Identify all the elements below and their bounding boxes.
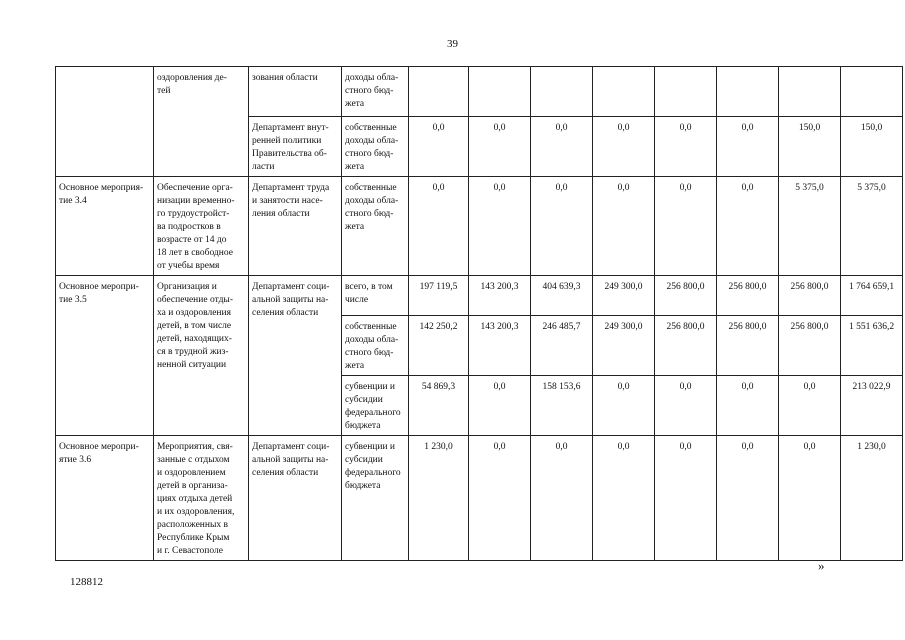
value-cell (717, 276, 779, 316)
funding-source-cell-text: субвенции и субсидии федерального бюджета (345, 382, 401, 431)
value-cell-text: 0,0 (432, 183, 445, 193)
value-cell-text: 0,0 (432, 123, 445, 133)
value-cell (655, 117, 717, 177)
value-cell-text: 0,0 (555, 123, 568, 133)
executor-cell (249, 67, 342, 117)
measure-cell-text: Основное меропри- ятие 3.6 (59, 442, 139, 465)
value-cell-text: 404 639,3 (542, 282, 581, 292)
funding-source-cell-text: собственные доходы обла- стного бюд- жета (345, 183, 399, 232)
value-cell-text: 0,0 (493, 382, 506, 392)
funding-source-cell-text: доходы обла- стного бюд- жета (345, 73, 399, 109)
value-cell-text: 0,0 (493, 183, 506, 193)
executor-cell-text: Департамент труда и занятости насе- ления области (252, 183, 330, 219)
value-cell-text: 1 764 659,1 (848, 282, 895, 292)
measure-title-cell-text: Мероприятия, свя- занные с отдыхом и оздоровлением детей в организа- циях отдыха детей и их оздоровления, расположенных в Республике Крым и г. Севастополе (157, 442, 235, 556)
value-cell (593, 177, 655, 276)
value-cell (841, 436, 903, 561)
value-cell-text: 5 375,0 (857, 183, 886, 193)
value-cell-text: 0,0 (679, 123, 692, 133)
value-cell (841, 376, 903, 436)
value-cell (469, 376, 531, 436)
value-cell (779, 276, 841, 316)
value-cell (593, 276, 655, 316)
value-cell (531, 436, 593, 561)
measure-cell (56, 276, 154, 436)
executor-cell-text: Департамент соци- альной защиты на- селения области (252, 442, 330, 478)
table-row (56, 276, 903, 316)
value-cell (469, 177, 531, 276)
value-cell-text: 5 375,0 (795, 183, 824, 193)
measure-cell-text: Основное мероприя- тие 3.4 (59, 183, 144, 206)
value-cell-text: 54 869,3 (421, 382, 456, 392)
value-cell-text: 249 300,0 (604, 282, 643, 292)
funding-source-cell-text: субвенции и субсидии федерального бюджета (345, 442, 401, 491)
value-cell (779, 67, 841, 117)
value-cell (469, 436, 531, 561)
value-cell-text: 0,0 (741, 183, 754, 193)
value-cell-text: 0,0 (679, 442, 692, 452)
funding-source-cell-text: собственные доходы обла- стного бюд- жета (345, 322, 399, 371)
value-cell (593, 376, 655, 436)
measure-title-cell (154, 67, 249, 177)
measure-title-cell-text: Обеспечение орга- низации временно- го трудоустройст- ва подростков в возрасте от 14 до 18 лет в свободное от учебы время (157, 183, 235, 271)
measure-title-cell (154, 436, 249, 561)
value-cell (779, 436, 841, 561)
executor-cell (249, 276, 342, 436)
program-table (55, 66, 903, 561)
page-number: 39 (447, 38, 458, 50)
funding-source-cell-text: собственные доходы обла- стного бюд- жета (345, 123, 399, 172)
value-cell (531, 276, 593, 316)
value-cell (655, 316, 717, 376)
value-cell (717, 376, 779, 436)
value-cell-text: 143 200,3 (480, 282, 519, 292)
value-cell-text: 150,0 (798, 123, 821, 133)
value-cell-text: 256 800,0 (790, 282, 829, 292)
value-cell-text: 150,0 (860, 123, 883, 133)
executor-cell (249, 177, 342, 276)
value-cell-text: 0,0 (493, 123, 506, 133)
funding-source-cell (342, 276, 409, 316)
value-cell-text: 0,0 (555, 442, 568, 452)
funding-source-cell (342, 316, 409, 376)
measure-title-cell (154, 177, 249, 276)
closing-quote-mark: » (818, 558, 825, 573)
value-cell (409, 316, 469, 376)
value-cell (593, 67, 655, 117)
table-row (56, 67, 903, 117)
value-cell-text: 256 800,0 (728, 322, 767, 332)
value-cell (841, 276, 903, 316)
value-cell (409, 117, 469, 177)
value-cell (779, 117, 841, 177)
value-cell-text: 0,0 (803, 442, 816, 452)
value-cell (593, 316, 655, 376)
executor-cell-text: зования области (252, 73, 318, 83)
value-cell-text: 197 119,5 (419, 282, 458, 292)
value-cell-text: 256 800,0 (666, 322, 705, 332)
funding-source-cell (342, 117, 409, 177)
value-cell-text: 142 250,2 (419, 322, 458, 332)
value-cell-text: 158 153,6 (542, 382, 581, 392)
value-cell (779, 376, 841, 436)
executor-cell (249, 436, 342, 561)
executor-cell (249, 117, 342, 177)
executor-cell-text: Департамент соци- альной защиты на- селения области (252, 282, 330, 318)
measure-cell (56, 177, 154, 276)
value-cell-text: 256 800,0 (790, 322, 829, 332)
measure-title-cell-text: оздоровления де- тей (157, 73, 227, 96)
value-cell (717, 316, 779, 376)
value-cell-text: 0,0 (493, 442, 506, 452)
measure-cell (56, 67, 154, 177)
value-cell (841, 177, 903, 276)
measure-cell-text: Основное меропри- тие 3.5 (59, 282, 139, 305)
table-row (56, 436, 903, 561)
table-row (56, 177, 903, 276)
funding-source-cell-text: всего, в том числе (345, 282, 393, 305)
funding-source-cell (342, 376, 409, 436)
measure-title-cell-text: Организация и обеспечение отды- ха и оздоровления детей, в том числе детей, находящих- ся в трудной жиз- ненной ситуации (157, 282, 233, 370)
value-cell-text: 246 485,7 (542, 322, 581, 332)
value-cell-text: 1 230,0 (857, 442, 886, 452)
value-cell-text: 0,0 (741, 442, 754, 452)
value-cell-text: 256 800,0 (666, 282, 705, 292)
value-cell (655, 177, 717, 276)
value-cell (655, 376, 717, 436)
measure-cell (56, 436, 154, 561)
value-cell (717, 177, 779, 276)
value-cell (409, 67, 469, 117)
funding-source-cell (342, 436, 409, 561)
value-cell-text: 1 551 636,2 (848, 322, 895, 332)
value-cell-text: 256 800,0 (728, 282, 767, 292)
value-cell-text: 0,0 (741, 382, 754, 392)
executor-cell-text: Департамент внут- ренней политики Правительства об- ласти (252, 123, 329, 172)
value-cell (469, 316, 531, 376)
funding-source-cell (342, 177, 409, 276)
document-code: 128812 (70, 576, 103, 588)
value-cell-text: 0,0 (555, 183, 568, 193)
value-cell (717, 436, 779, 561)
value-cell-text: 0,0 (679, 382, 692, 392)
value-cell (409, 436, 469, 561)
value-cell-text: 213 022,9 (852, 382, 891, 392)
value-cell-text: 0,0 (803, 382, 816, 392)
value-cell (469, 276, 531, 316)
value-cell-text: 143 200,3 (480, 322, 519, 332)
value-cell (409, 177, 469, 276)
value-cell (409, 376, 469, 436)
value-cell-text: 0,0 (617, 442, 630, 452)
value-cell (655, 67, 717, 117)
value-cell-text: 249 300,0 (604, 322, 643, 332)
value-cell (593, 117, 655, 177)
value-cell (531, 376, 593, 436)
funding-source-cell (342, 67, 409, 117)
value-cell-text: 0,0 (617, 382, 630, 392)
value-cell (655, 436, 717, 561)
value-cell (841, 67, 903, 117)
value-cell (531, 177, 593, 276)
value-cell-text: 0,0 (741, 123, 754, 133)
value-cell (531, 316, 593, 376)
value-cell (531, 117, 593, 177)
value-cell (469, 67, 531, 117)
value-cell-text: 0,0 (617, 123, 630, 133)
value-cell (717, 117, 779, 177)
value-cell-text: 1 230,0 (424, 442, 453, 452)
value-cell (409, 276, 469, 316)
value-cell (717, 67, 779, 117)
value-cell (779, 316, 841, 376)
value-cell (779, 177, 841, 276)
value-cell (469, 117, 531, 177)
value-cell (841, 117, 903, 177)
measure-title-cell (154, 276, 249, 436)
value-cell (841, 316, 903, 376)
value-cell (655, 276, 717, 316)
value-cell-text: 0,0 (617, 183, 630, 193)
value-cell (593, 436, 655, 561)
value-cell-text: 0,0 (679, 183, 692, 193)
value-cell (531, 67, 593, 117)
